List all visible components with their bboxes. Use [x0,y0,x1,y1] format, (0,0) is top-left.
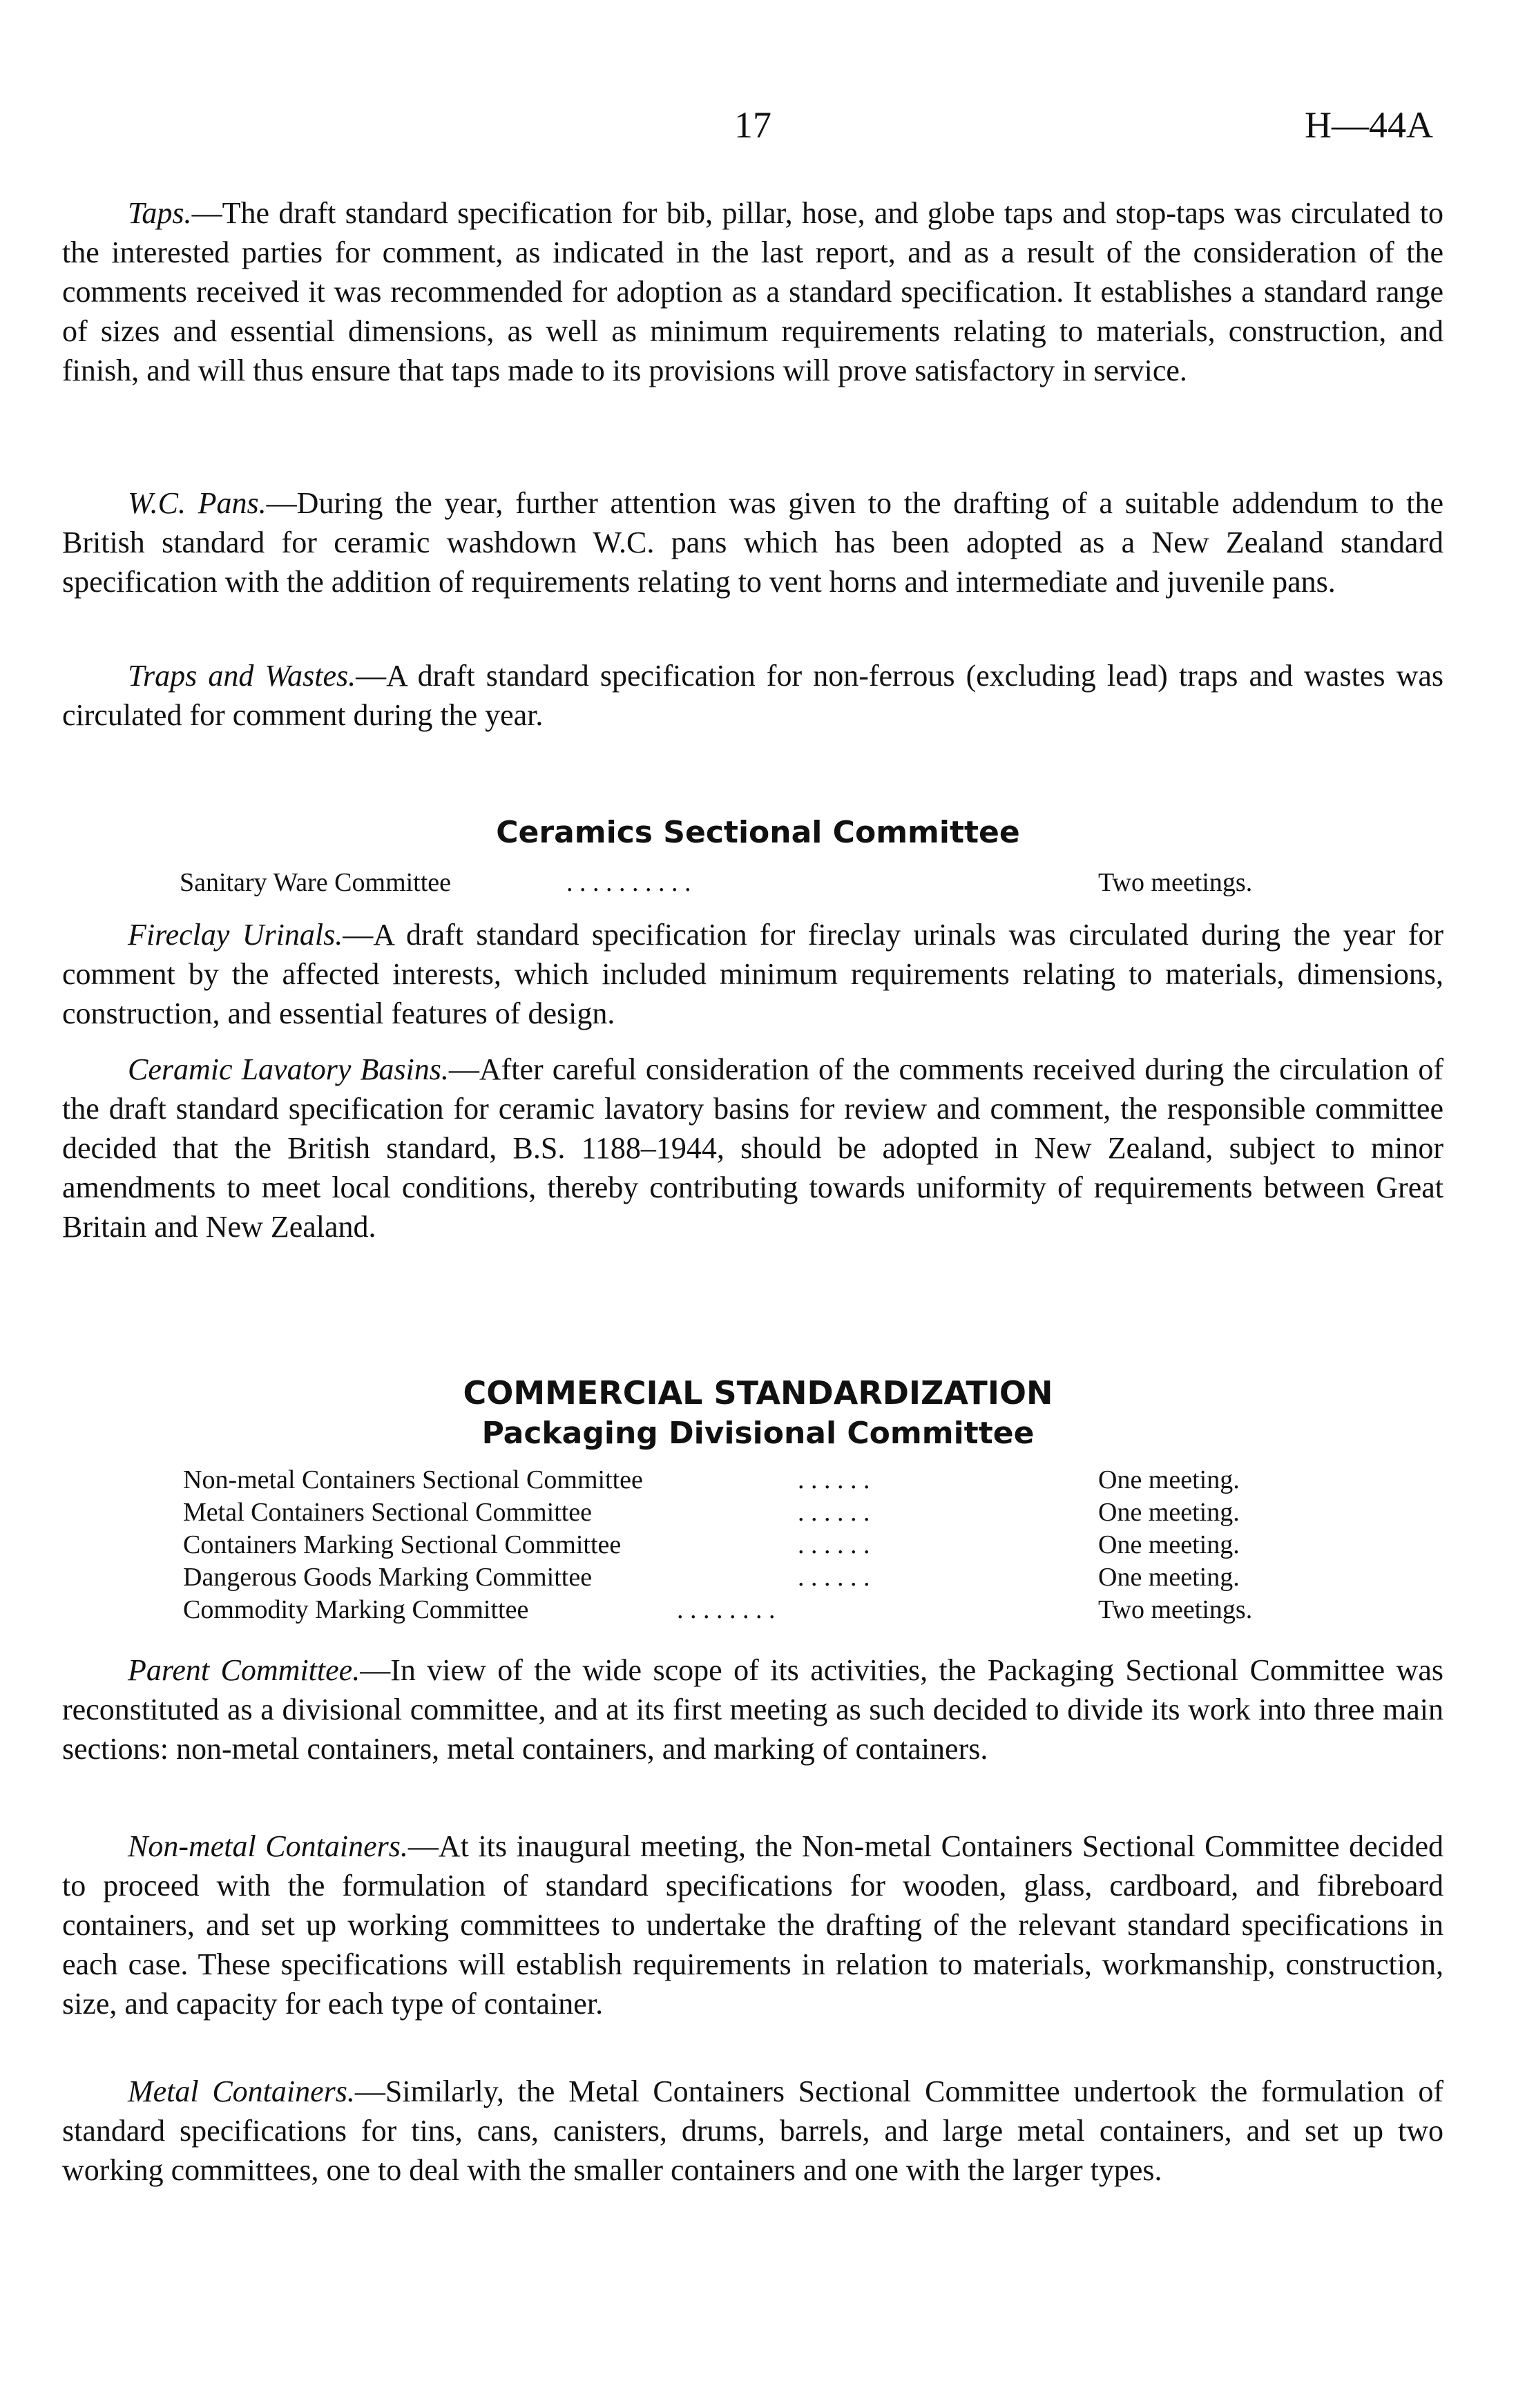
fireclay-section [62,915,1443,1033]
leader-dots: . . . . . . . . [677,1595,776,1624]
parent-paragraph [62,1650,1443,1769]
committee-name: Dangerous Goods Marking Committee [183,1563,593,1592]
sanitary-ware-row [180,867,1354,901]
leader-dots: . . . . . . [798,1465,870,1494]
metal-title: Metal Containers. [128,2074,355,2108]
wc-pans-section [62,483,1443,601]
committee-name: Metal Containers Sectional Committee [183,1498,593,1527]
committee-row [183,1529,1357,1563]
metal-section [62,2072,1443,2190]
nonmetal-section [62,1827,1443,2023]
committee-name: Non-metal Containers Sectional Committee [183,1465,643,1494]
taps-section [62,193,1443,390]
leader-dots: . . . . . . [798,1498,870,1527]
metal-paragraph [62,2072,1443,2190]
committee-row [183,1496,1357,1531]
basins-title: Ceramic Lavatory Basins. [128,1052,449,1086]
committee-name: Containers Marking Sectional Committee [183,1530,622,1559]
committee-row [183,1464,1357,1499]
traps-paragraph [62,656,1443,735]
fireclay-title: Fireclay Urinals. [128,918,343,952]
leader-dots: . . . . . . [798,1530,870,1559]
meeting-count: One meeting. [1098,1498,1240,1527]
traps-body: —A draft standard specification for non-ferrous (excluding lead) traps and wastes was circulated for comment during the year. [62,659,1443,732]
document-reference: H—44A [1305,104,1433,146]
meeting-count: Two meetings. [1098,1595,1253,1624]
basins-section [62,1050,1443,1246]
page-number: 17 [734,104,771,146]
traps-section [62,656,1443,735]
parent-section [62,1650,1443,1769]
nonmetal-body: —At its inaugural meeting, the Non-metal Containers Sectional Committee decided to proceed with the formulation of standard specifications for wooden, glass, cardboard, and fibreboard containers, and set up working committees to undertake the drafting of the relevant standard specifications in each case. These specifications will establish requirements in relation to materials, workmanship, construction, size, and capacity for each type of container. [62,1829,1443,2021]
basins-paragraph [62,1050,1443,1246]
taps-body: —The draft standard specification for bib, pillar, hose, and globe taps and stop-taps was circulated to the interested parties for comment, as indicated in the last report, and as a result of the consideration of the comments received it was recommended for adoption as a standard specification. It establishes a standard range of sizes and essential dimensions, as well as minimum requirements relating to materials, construction, and finish, and will thus ensure that taps made to its provisions will prove satisfactory in service. [62,196,1443,387]
leader-dots: . . . . . . . . . . [566,868,691,897]
wc-pans-body: —During the year, further attention was given to the drafting of a suitable addendum to the British standard for ceramic washdown W.C. pans which has been adopted as a New Zealand standard specification with the addition of requirements relating to vent horns and intermediate and juvenile pans. [62,486,1443,599]
metal-body: —Similarly, the Metal Containers Sectional Committee undertook the formulation of standard specifications for tins, cans, canisters, drums, barrels, and large metal containers, and set up two working committees, one to deal with the smaller containers and one with the larger types. [62,2074,1444,2187]
committee-row [183,1594,1357,1628]
packaging-subheading: Packaging Divisional Committee [481,1416,1035,1451]
fireclay-paragraph [62,915,1443,1033]
committee-name: Sanitary Ware Committee [180,868,452,897]
committee-row [183,1561,1357,1596]
wc-pans-paragraph [62,483,1443,601]
taps-title: Taps. [128,196,192,230]
parent-body: —In view of the wide scope of its activities, the Packaging Sectional Committee was reconstituted as a divisional committee, and at its first meeting as such decided to divide its work into three main sections: non-metal containers, metal containers, and marking of containers. [62,1653,1443,1766]
wc-pans-title: W.C. Pans. [128,486,267,520]
meeting-count: One meeting. [1098,1465,1240,1494]
parent-title: Parent Committee. [128,1653,361,1687]
nonmetal-paragraph [62,1827,1443,2023]
meeting-count: One meeting. [1098,1563,1240,1592]
ceramics-heading: Ceramics Sectional Committee [496,815,1020,850]
meeting-count: Two meetings. [1098,868,1253,897]
nonmetal-title: Non-metal Containers. [128,1829,408,1863]
committee-name: Commodity Marking Committee [183,1595,529,1624]
traps-title: Traps and Wastes. [128,659,356,693]
fireclay-body: —A draft standard specification for fireclay urinals was circulated during the year for comment by the affected interests, which included minimum requirements relating to materials, dimensions, construction, and essential features of design. [62,918,1443,1030]
leader-dots: . . . . . . [798,1563,870,1592]
commercial-heading: COMMERCIAL STANDARDIZATION [463,1374,1053,1412]
taps-paragraph [62,193,1443,390]
basins-body: —After careful consideration of the comments received during the circulation of the draft standard specification for ceramic lavatory basins for review and comment, the responsible committee decided that the British standard, B.S. 1188–1944, should be adopted in New Zealand, subject to minor amendments to meet local conditions, thereby contributing towards uniformity of requirements between Great Britain and New Zealand. [62,1052,1443,1244]
meeting-count: One meeting. [1098,1530,1240,1559]
